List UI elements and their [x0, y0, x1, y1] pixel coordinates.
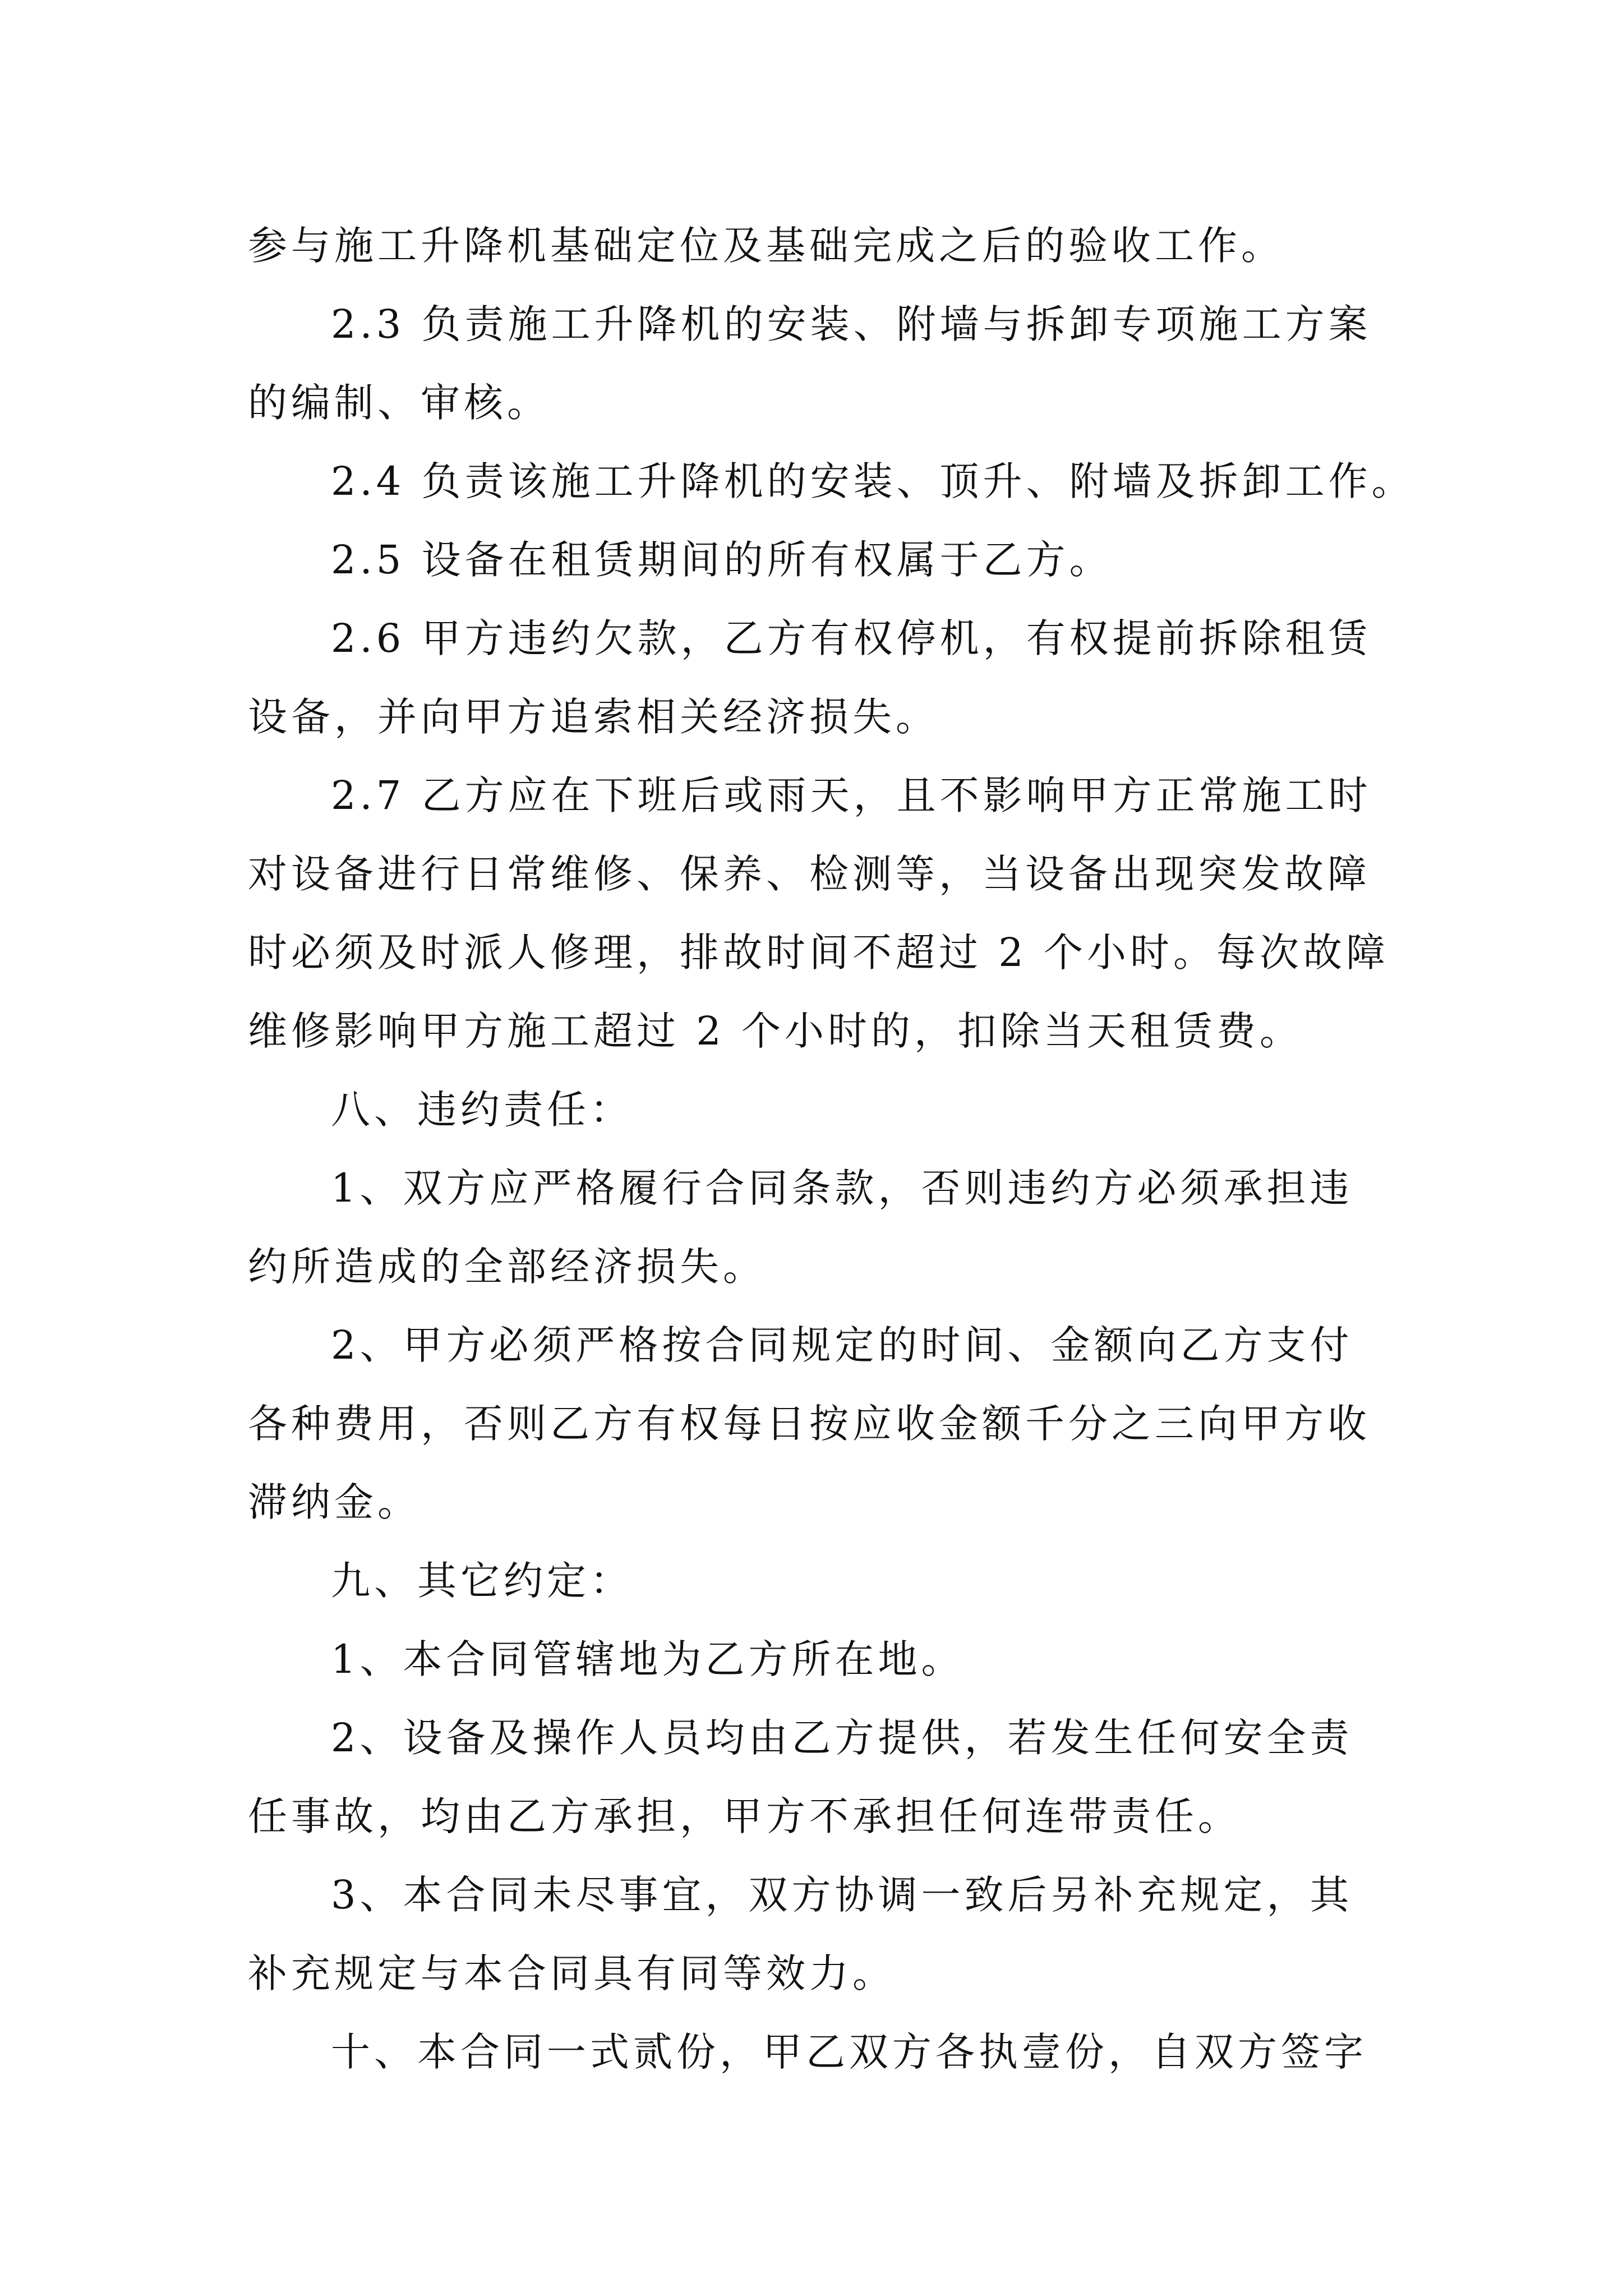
text-line: 2.6 甲方违约欠款，乙方有权停机，有权提前拆除租赁 [331, 615, 1372, 661]
text-line: 2、甲方必须严格按合同规定的时间、金额向乙方支付 [331, 1322, 1353, 1368]
document-body [248, 206, 1415, 2091]
section-heading: 八、违约责任： [331, 1087, 633, 1133]
text-line: 维修影响甲方施工超过 2 个小时的，扣除当天租赁费。 [248, 1008, 1303, 1054]
text-line: 时必须及时派人修理，排故时间不超过 2 个小时。每次故障 [248, 930, 1390, 976]
text-line: 各种费用，否则乙方有权每日按应收金额千分之三向甲方收 [248, 1401, 1371, 1447]
text-line: 2、设备及操作人员均由乙方提供，若发生任何安全责 [331, 1715, 1353, 1761]
text-line: 对设备进行日常维修、保养、检测等，当设备出现突发故障 [248, 851, 1371, 897]
section-heading: 九、其它约定： [331, 1558, 633, 1604]
text-line: 2.5 设备在租赁期间的所有权属于乙方。 [331, 537, 1113, 583]
text-line: 3、本合同未尽事宜，双方协调一致后另补充规定，其 [331, 1872, 1353, 1918]
text-line: 设备，并向甲方追索相关经济损失。 [248, 694, 939, 740]
text-line: 滞纳金。 [248, 1479, 421, 1525]
text-line: 1、双方应严格履行合同条款，否则违约方必须承担违 [331, 1165, 1353, 1211]
text-line: 十、本合同一式贰份，甲乙双方各执壹份，自双方签字 [331, 2029, 1367, 2075]
text-line: 参与施工升降机基础定位及基础完成之后的验收工作。 [248, 223, 1284, 269]
text-line: 2.7 乙方应在下班后或雨天，且不影响甲方正常施工时 [331, 772, 1372, 818]
text-line: 补充规定与本合同具有同等效力。 [248, 1950, 896, 1996]
text-line: 的编制、审核。 [248, 380, 550, 426]
text-line: 2.3 负责施工升降机的安装、附墙与拆卸专项施工方案 [331, 301, 1372, 347]
text-line: 1、本合同管辖地为乙方所在地。 [331, 1636, 965, 1682]
text-line: 2.4 负责该施工升降机的安装、顶升、附墙及拆卸工作。 [331, 458, 1415, 504]
text-line: 约所造成的全部经济损失。 [248, 1244, 766, 1290]
text-line: 任事故，均由乙方承担，甲方不承担任何连带责任。 [248, 1793, 1241, 1839]
